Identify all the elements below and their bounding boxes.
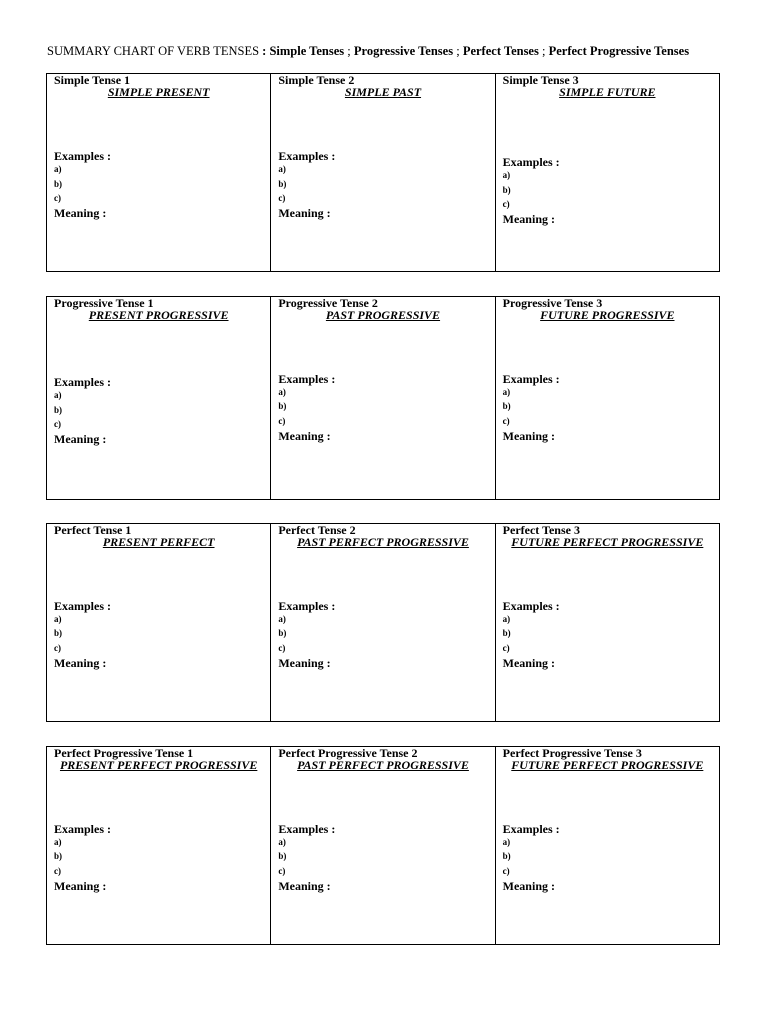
tense-name: SIMPLE FUTURE: [559, 85, 656, 99]
page-title: [47, 43, 747, 59]
example-c: c): [54, 643, 61, 653]
examples-label: Examples :: [502, 155, 560, 169]
tense-cell: [47, 74, 271, 271]
example-c: c): [502, 643, 510, 653]
tense-name: FUTURE PERFECT PROGRESSIVE: [511, 758, 704, 772]
meaning-label: Meaning :: [278, 206, 331, 220]
tense-cell: [496, 524, 719, 721]
example-a: a): [502, 837, 511, 847]
tense-heading: Perfect Progressive Tense 3: [502, 746, 642, 760]
examples-label: Examples :: [54, 149, 111, 163]
tense-heading: Perfect Progressive Tense 2: [278, 746, 418, 760]
example-c: c): [54, 193, 61, 203]
title-prefix: SUMMARY CHART OF VERB TENSES: [47, 44, 260, 58]
progressive-tenses-table: [46, 296, 720, 500]
example-c: c): [278, 866, 286, 876]
tense-cell: [496, 747, 719, 944]
example-c: c): [278, 193, 286, 203]
examples-label: Examples :: [278, 822, 336, 836]
meaning-label: Meaning :: [502, 879, 555, 893]
tense-heading: Simple Tense 3: [502, 73, 579, 87]
example-a: a): [54, 164, 62, 174]
example-b: b): [502, 851, 511, 861]
tense-cell: [496, 297, 719, 499]
examples-label: Examples :: [502, 599, 560, 613]
example-c: c): [502, 866, 510, 876]
title-colon: :: [262, 44, 267, 58]
example-b: b): [54, 405, 63, 415]
example-b: b): [278, 628, 287, 638]
meaning-label: Meaning :: [54, 879, 107, 893]
tense-name: PRESENT PERFECT: [102, 535, 215, 549]
tense-heading: Progressive Tense 1: [54, 296, 154, 310]
perfect-tenses-table: [46, 523, 720, 722]
example-b: b): [278, 179, 287, 189]
example-c: c): [502, 199, 510, 209]
tense-heading: Perfect Progressive Tense 1: [54, 746, 194, 760]
meaning-label: Meaning :: [502, 429, 555, 443]
tense-name: SIMPLE PRESENT: [107, 85, 210, 99]
meaning-label: Meaning :: [54, 656, 107, 670]
tense-cell: [47, 524, 271, 721]
tense-name: PAST PROGRESSIVE: [325, 308, 441, 322]
title-separator: ;: [347, 44, 351, 58]
tense-name: FUTURE PROGRESSIVE: [540, 308, 675, 322]
example-c: c): [54, 866, 61, 876]
tense-cell: [271, 74, 495, 271]
examples-label: Examples :: [278, 372, 336, 386]
tense-heading: Progressive Tense 2: [278, 296, 378, 310]
examples-label: Examples :: [278, 149, 336, 163]
perfect-progressive-tenses-table: [46, 746, 720, 945]
tense-cell: [47, 297, 271, 499]
example-c: c): [54, 419, 61, 429]
tense-cell: [271, 524, 495, 721]
tense-heading: Progressive Tense 3: [502, 296, 603, 310]
example-a: a): [278, 614, 286, 624]
meaning-label: Meaning :: [54, 432, 107, 446]
title-separator: ;: [456, 44, 460, 58]
tense-cell: [47, 747, 271, 944]
example-c: c): [278, 643, 286, 653]
example-b: b): [502, 401, 511, 411]
example-b: b): [278, 401, 287, 411]
title-separator: ;: [541, 44, 546, 58]
meaning-label: Meaning :: [278, 656, 331, 670]
tense-name: PRESENT PERFECT PROGRESSIVE: [59, 758, 258, 772]
example-c: c): [278, 416, 286, 426]
example-b: b): [502, 628, 511, 638]
tense-heading: Perfect Tense 3: [502, 523, 580, 537]
example-a: a): [54, 390, 62, 400]
example-a: a): [54, 837, 62, 847]
example-b: b): [278, 851, 287, 861]
examples-label: Examples :: [54, 822, 111, 836]
tense-cell: [496, 74, 719, 271]
tense-heading: Simple Tense 2: [278, 73, 355, 87]
tense-heading: Perfect Tense 1: [54, 523, 132, 537]
examples-label: Examples :: [54, 599, 111, 613]
examples-label: Examples :: [54, 375, 111, 389]
example-a: a): [54, 614, 62, 624]
examples-label: Examples :: [502, 822, 560, 836]
meaning-label: Meaning :: [54, 206, 107, 220]
example-a: a): [502, 614, 511, 624]
example-a: a): [502, 387, 511, 397]
example-a: a): [278, 387, 286, 397]
example-b: b): [54, 851, 63, 861]
simple-tenses-table: [46, 73, 720, 272]
meaning-label: Meaning :: [278, 879, 331, 893]
meaning-label: Meaning :: [502, 212, 555, 226]
tense-heading: Perfect Tense 2: [278, 523, 356, 537]
meaning-label: Meaning :: [278, 429, 331, 443]
title-category-progressive: Progressive Tenses: [353, 44, 454, 58]
tense-heading: Simple Tense 1: [54, 73, 131, 87]
example-c: c): [502, 416, 510, 426]
meaning-label: Meaning :: [502, 656, 555, 670]
tense-name: PAST PERFECT PROGRESSIVE: [297, 758, 469, 772]
examples-label: Examples :: [502, 372, 560, 386]
example-a: a): [278, 837, 286, 847]
tense-name: FUTURE PERFECT PROGRESSIVE: [511, 535, 704, 549]
tense-name: PRESENT PROGRESSIVE: [88, 308, 229, 322]
example-b: b): [54, 179, 63, 189]
example-a: a): [278, 164, 286, 174]
title-category-perfect: Perfect Tenses: [462, 44, 539, 58]
title-category-simple: Simple Tenses: [269, 44, 345, 58]
example-a: a): [502, 170, 511, 180]
tense-cell: [271, 747, 495, 944]
example-b: b): [502, 185, 511, 195]
tense-name: SIMPLE PAST: [344, 85, 422, 99]
tense-cell: [271, 297, 495, 499]
examples-label: Examples :: [278, 599, 336, 613]
example-b: b): [54, 628, 63, 638]
tense-name: PAST PERFECT PROGRESSIVE: [297, 535, 469, 549]
title-category-perfect-progressive: Perfect Progressive Tenses: [548, 44, 690, 58]
